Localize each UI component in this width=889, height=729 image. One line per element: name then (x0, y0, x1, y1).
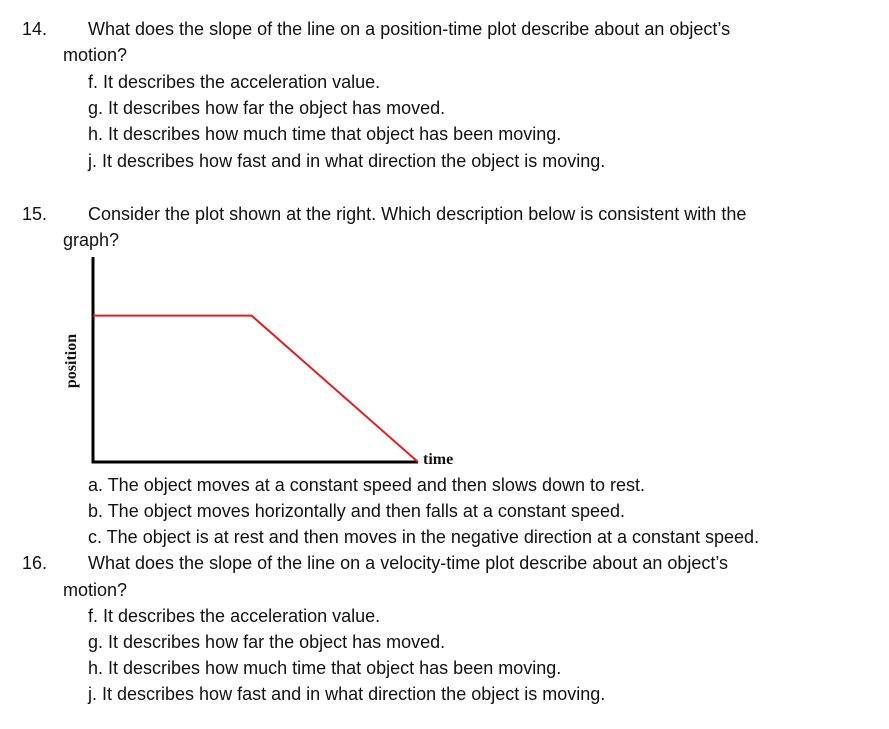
answer-option-a: a. The object moves at a constant speed and then slows down to rest. (88, 475, 645, 495)
question-stem-continued: motion? (63, 580, 128, 600)
answer-option-c: c. The object is at rest and then moves in the negative direction at a constant speed. (88, 527, 760, 547)
answer-option-h: h. It describes how much time that object has been moving. (88, 658, 562, 678)
question-number: 16. (22, 553, 48, 573)
question-stem: What does the slope of the line on a position-time plot describe about an object’s (88, 19, 731, 39)
y-axis-label: position (63, 333, 80, 389)
plot-axes (92, 257, 419, 464)
answer-option-g: g. It describes how far the object has moved. (88, 632, 446, 652)
answer-option-h: h. It describes how much time that object has been moving. (88, 124, 562, 144)
plot-series (93, 316, 418, 462)
answer-option-b: b. The object moves horizontally and then falls at a constant speed. (88, 501, 625, 521)
position-line-series-0 (93, 316, 418, 462)
question-stem-continued: graph? (63, 230, 120, 250)
answer-option-g: g. It describes how far the object has moved. (88, 98, 446, 118)
answer-option-f: f. It describes the acceleration value. (88, 606, 381, 626)
x-axis-label: time (423, 451, 454, 468)
question-stem: What does the slope of the line on a velocity-time plot describe about an object’s (88, 553, 729, 573)
answer-option-f: f. It describes the acceleration value. (88, 72, 381, 92)
question-stem: Consider the plot shown at the right. Which description below is consistent with the (88, 204, 747, 224)
question-stem-continued: motion? (63, 45, 128, 65)
question-number: 15. (22, 204, 48, 224)
answer-option-j: j. It describes how fast and in what direction the object is moving. (88, 684, 606, 704)
question-number: 14. (22, 19, 48, 39)
answer-option-j: j. It describes how fast and in what direction the object is moving. (88, 151, 606, 171)
